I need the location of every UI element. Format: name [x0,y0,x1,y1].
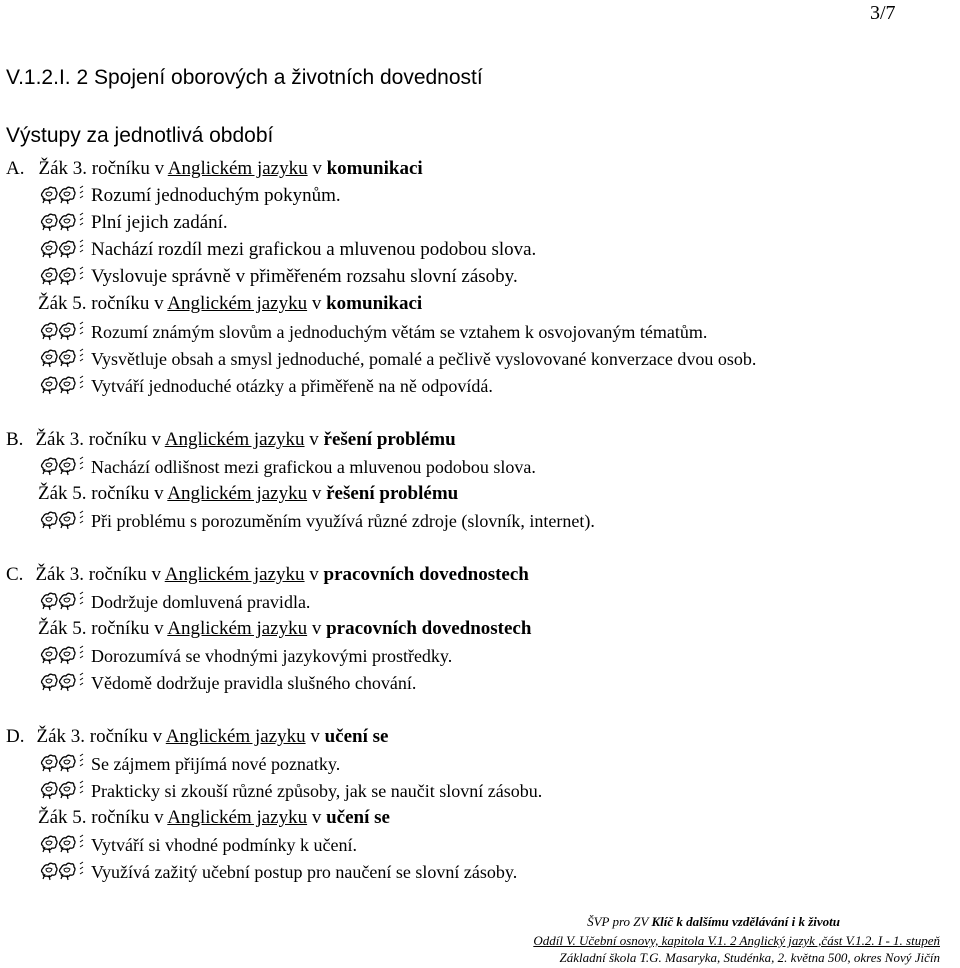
list-item: Dodržuje domluvená pravidla. [91,592,311,612]
section-d-grade3-line: D. Žák 3. ročníku v Anglickém jazyku v učení se [6,726,389,747]
section-c-grade5-line: Žák 5. ročníku v Anglickém jazyku v pracovních dovednostech [38,618,532,639]
section-c-grade3-line: C. Žák 3. ročníku v Anglickém jazyku v pracovních dovednostech [6,564,529,585]
flower-bullet-icon [40,347,84,369]
section-letter: A. [6,158,25,179]
flower-bullet-icon [40,238,84,260]
outcomes-subheading: Výstupy za jednotlivá období [6,124,274,147]
list-item: Rozumí jednoduchým pokynům. [91,185,341,206]
flower-bullet-icon [40,779,84,801]
flower-bullet-icon [40,590,84,612]
section-letter: D. [6,726,25,747]
flower-bullet-icon [40,320,84,342]
flower-bullet-icon [40,374,84,396]
list-item: Se zájmem přijímá nové poznatky. [91,754,341,774]
list-item: Při problému s porozuměním využívá různé zdroje (slovník, internet). [91,511,595,531]
list-item: Vědomě dodržuje pravidla slušného chování. [91,673,417,693]
list-item: Dorozumívá se vhodnými jazykovými prostředky. [91,646,453,666]
section-b-grade5-line: Žák 5. ročníku v Anglickém jazyku v řešení problému [38,483,459,504]
list-item: Vyslovuje správně v přiměřeném rozsahu slovní zásoby. [91,266,518,287]
list-item: Rozumí známým slovům a jednoduchým větám se vztahem k osvojovaným tématům. [91,322,708,342]
list-item: Nachází odlišnost mezi grafickou a mluvenou podobou slova. [91,457,536,477]
flower-bullet-icon [40,265,84,287]
flower-bullet-icon [40,752,84,774]
list-item: Nachází rozdíl mezi grafickou a mluvenou podobou slova. [91,239,537,260]
flower-bullet-icon [40,509,84,531]
footer-section-line: Oddíl V. Učební osnovy, kapitola V.1. 2 Anglický jazyk ,část V.1.2. I - 1. stupeň [533,933,940,948]
section-d-grade5-line: Žák 5. ročníku v Anglickém jazyku v učení se [38,807,390,828]
list-item: Vytváří si vhodné podmínky k učení. [91,835,357,855]
flower-bullet-icon [40,211,84,233]
flower-bullet-icon [40,671,84,693]
section-letter: B. [6,429,24,450]
list-item: Plní jejich zadání. [91,212,228,233]
footer-program-line: ŠVP pro ZV Klíč k dalšímu vzdělávání i k životu [587,914,840,929]
list-item: Využívá zažitý učební postup pro naučení se slovní zásoby. [91,862,518,882]
section-b-grade3-line: B. Žák 3. ročníku v Anglickém jazyku v řešení problému [6,429,456,450]
flower-bullet-icon [40,833,84,855]
page-heading: V.1.2.I. 2 Spojení oborových a životních dovedností [6,66,483,89]
page-number: 3/7 [870,2,896,24]
section-letter: C. [6,564,24,585]
list-item: Prakticky si zkouší různé způsoby, jak se naučit slovní zásobu. [91,781,543,801]
flower-bullet-icon [40,455,84,477]
flower-bullet-icon [40,644,84,666]
footer-school-line: Základní škola T.G. Masaryka, Studénka, 2. května 500, okres Nový Jičín [559,950,940,965]
section-a-grade5-line: Žák 5. ročníku v Anglickém jazyku v komunikaci [38,293,423,314]
list-item: Vysvětluje obsah a smysl jednoduché, pomalé a pečlivě vyslovované konverzace dvou osob. [91,349,757,369]
list-item: Vytváří jednoduché otázky a přiměřeně na ně odpovídá. [91,376,493,396]
section-a-grade3-line: A. Žák 3. ročníku v Anglickém jazyku v komunikaci [6,158,423,179]
flower-bullet-icon [40,184,84,206]
flower-bullet-icon [40,860,84,882]
